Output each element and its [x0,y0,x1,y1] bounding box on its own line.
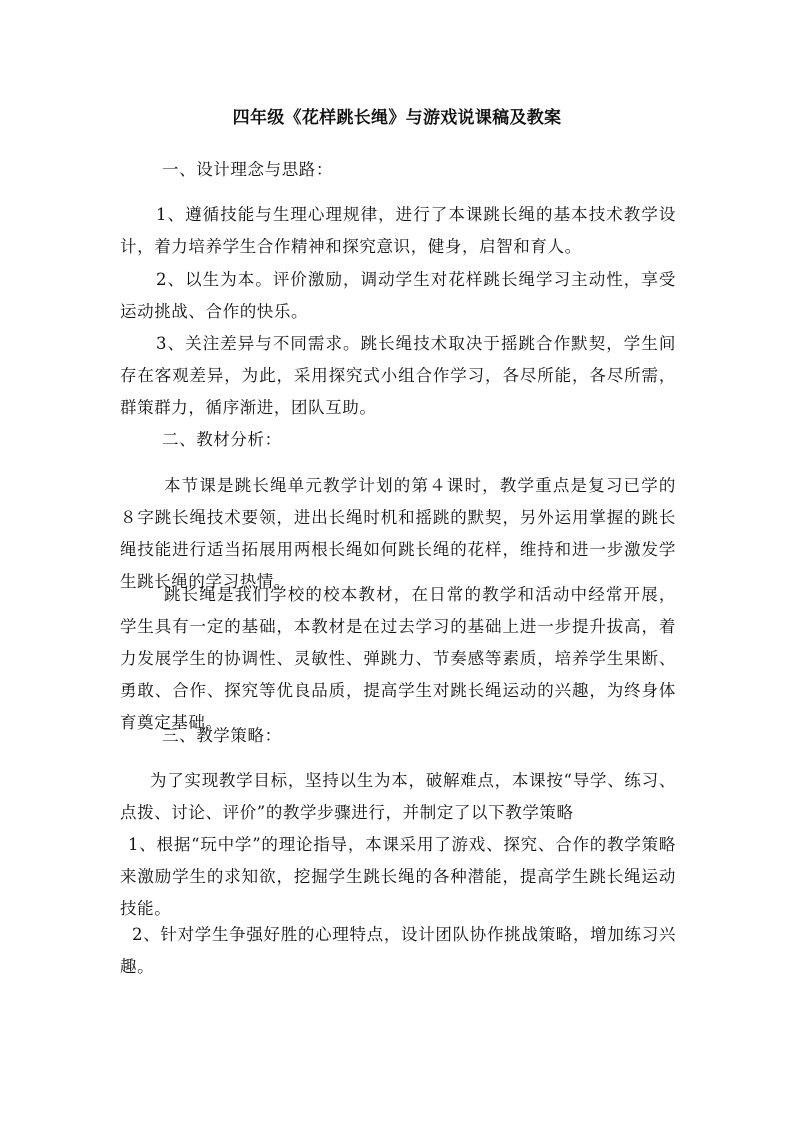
section-heading-strategy: 三、教学策略： [162,726,282,745]
paragraph-design-1: 1、遵循技能与生理心理规律，进行了本课跳长绳的基本技术教学设计，着力培养学生合作精神和探究意识，健身，启智和育人。 [120,205,676,256]
section-heading-material: 二、教材分析： [162,430,282,449]
paragraph-strategy-2: 2、针对学生争强好胜的心理特点，设计团队协作挑战策略，增加练习兴趣。 [120,925,676,976]
paragraph-strategy-1: 1、根据“玩中学”的理论指导，本课采用了游戏、探究、合作的教学策略来激励学生的求知欲，挖掘学生跳长绳的各种潜能，提高学生跳长绳运动技能。 [120,835,676,918]
paragraph-strategy-intro: 为了实现教学目标，坚持以生为本，破解难点，本课按“导学、练习、点拨、讨论、评价”的教学步骤进行，并制定了以下教学策略 [120,771,676,822]
document-title: 四年级《花样跳长绳》与游戏说课稿及教案 [232,108,562,128]
paragraph-design-2: 2、以生为本。评价激励，调动学生对花样跳长绳学习主动性，享受运动挑战、合作的快乐。 [120,270,676,321]
paragraph-material-1: 本节课是跳长绳单元教学计划的第４课时，教学重点是复习已学的８字跳长绳技术要领，进出长绳时机和摇跳的默契，另外运用掌握的跳长绳技能进行适当拓展用两根长绳如何跳长绳的花样，维持和进一步激发学生跳长绳的学习热情。 [120,476,676,591]
section-heading-design: 一、设计理念与思路： [162,160,333,179]
paragraph-material-2: 跳长绳是我们学校的校本教材，在日常的教学和活动中经常开展，学生具有一定的基础，本教材是在过去学习的基础上进一步提升拔高，着力发展学生的协调性、灵敏性、弹跳力、节奏感等素质，培养学生果断、勇敢、合作、探究等优良品质，提高学生对跳长绳运动的兴趣，为终身体育奠定基础。 [120,585,676,732]
paragraph-design-3: 3、关注差异与不同需求。跳长绳技术取决于摇跳合作默契，学生间存在客观差异，为此，采用探究式小组合作学习，各尽所能，各尽所需，群策群力，循序渐进，团队互助。 [120,334,676,417]
